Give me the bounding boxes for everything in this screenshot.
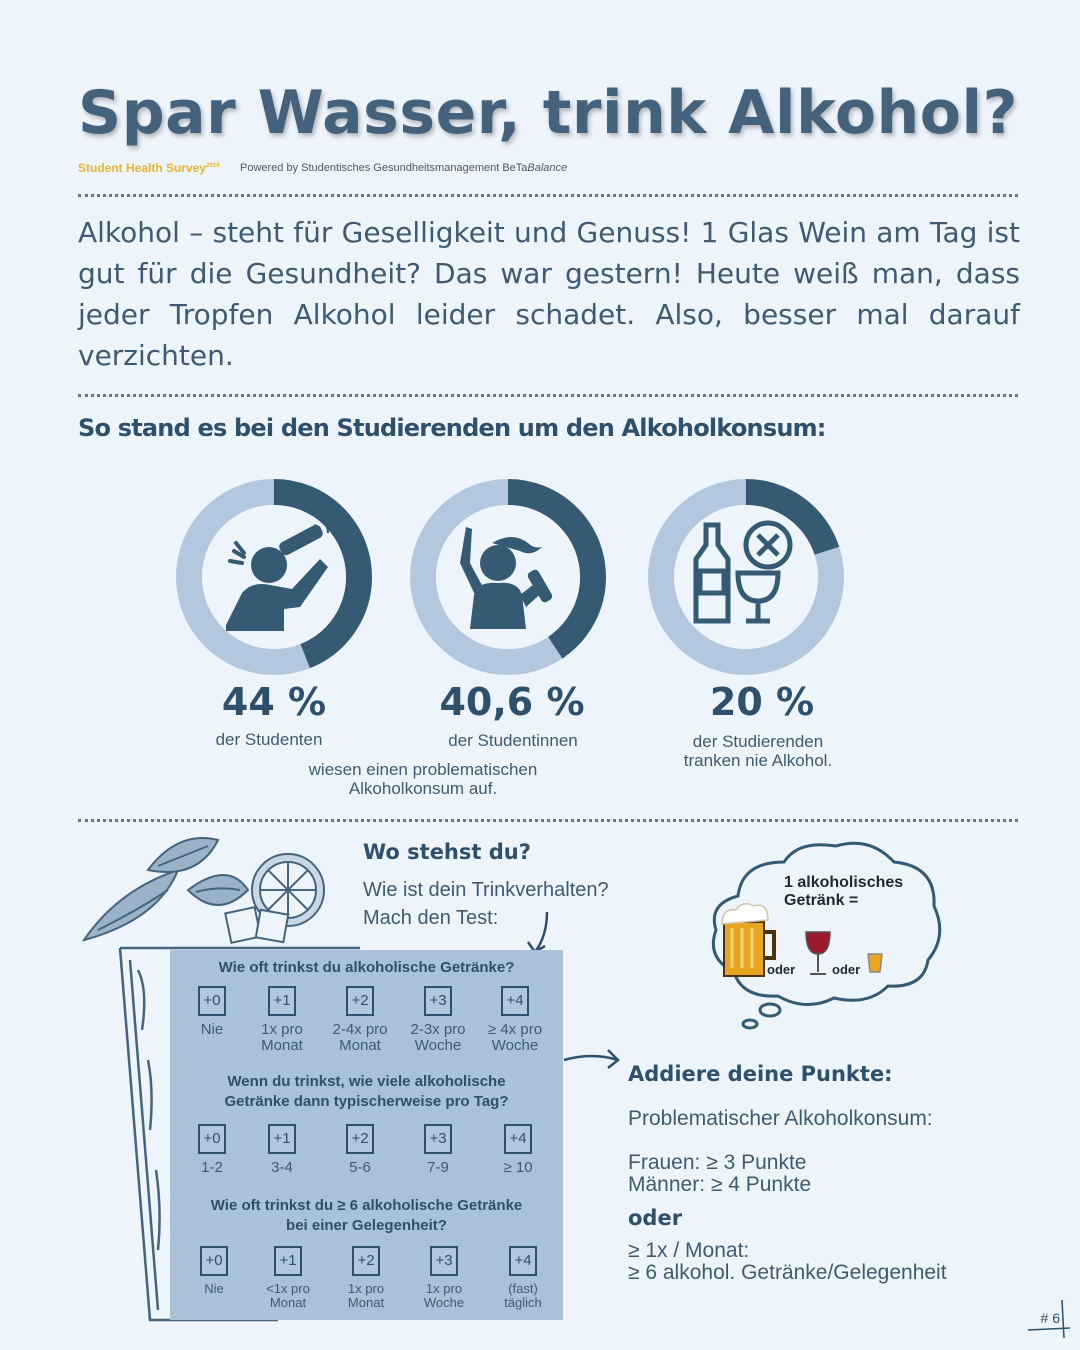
result-problem: Problematischer Alkoholkonsum: [628,1107,933,1130]
quiz-panel [170,950,563,1320]
result-alt-2: ≥ 6 alkohol. Getränke/Gelegenheit [628,1261,947,1284]
option[interactable] [488,1246,558,1310]
option-label [179,1282,249,1296]
result-heading: Addiere deine Punkte: [628,1062,893,1086]
test-line: Wie ist dein Trinkverhalten? [363,879,609,901]
option-text: Woche [491,1037,539,1054]
survey-year: 2024 [206,163,220,169]
test-intro [363,876,609,932]
option[interactable] [179,1246,249,1296]
option-label [403,1022,473,1054]
option-text: 1x pro [425,1281,463,1296]
option[interactable] [331,1246,401,1310]
question [170,1196,563,1236]
page-title: Spar Wasser, trink Alkohol? [78,78,1018,148]
page-number: # 6 [1040,1310,1060,1326]
option-text: Woche [423,1295,465,1310]
question-line: Wie oft trinkst du ≥ 6 alkoholische Getränke [210,1197,523,1214]
option-text: Monat [261,1037,303,1054]
powered-by-brand: Balance [527,162,568,174]
stat-value: 20 % [709,680,815,724]
option[interactable] [247,986,317,1054]
divider [78,819,1018,822]
ice-cube-icon [225,907,288,943]
stat-ring-female-students [408,477,608,677]
option[interactable] [247,1124,317,1176]
page-corner-mark [1026,1298,1072,1340]
points-box[interactable]: +3 [430,1246,458,1276]
option-text: 1x pro [347,1281,385,1296]
option-text: Woche [414,1037,462,1054]
divider [78,394,1018,397]
points-box[interactable]: +3 [424,986,452,1016]
option[interactable] [325,986,395,1054]
option-text: Monat [269,1295,307,1310]
section-heading: So stand es bei den Studierenden um den Alkoholkonsum: [78,414,826,442]
stat-value: 44 % [221,680,327,724]
option-text: (fast) [508,1281,538,1296]
points-box[interactable]: +1 [268,986,296,1016]
option-text: 2-3x pro [410,1021,466,1038]
points-box[interactable]: +4 [501,986,529,1016]
cloud-oder: oder [832,962,861,977]
option-text: Nie [200,1021,224,1038]
arrow-right-icon [562,1044,624,1070]
option-label: ≥ 10 [503,1159,533,1176]
points-box[interactable]: +3 [424,1124,452,1154]
cloud-text [784,874,903,910]
option-text: Monat [339,1037,381,1054]
result-oder: oder [628,1206,683,1230]
option-label: 5-6 [349,1159,371,1176]
points-box[interactable]: +1 [274,1246,302,1276]
option-label: 1-2 [201,1159,223,1176]
result-men: Männer: ≥ 4 Punkte [628,1173,812,1196]
question-line: bei einer Gelegenheit? [286,1217,447,1234]
divider [78,194,1018,197]
option-text: Monat [347,1295,385,1310]
points-box[interactable]: +2 [346,1124,374,1154]
points-box[interactable]: +4 [509,1246,537,1276]
survey-label [78,161,219,175]
option-label [409,1282,479,1310]
result-women: Frauen: ≥ 3 Punkte [628,1151,807,1174]
option[interactable] [483,1124,553,1176]
option-label [247,1022,317,1054]
question: Wie oft trinkst du alkoholische Getränke? [218,959,515,976]
mint-leaves-icon [84,838,248,940]
stat-value: 40,6 % [439,680,585,724]
points-box[interactable]: +0 [200,1246,228,1276]
cloud-oder: oder [767,962,796,977]
points-box[interactable]: +0 [198,986,226,1016]
powered-by-text: Powered by Studentisches Gesundheitsmanagement BeTa [240,162,528,174]
option-label [253,1282,323,1310]
option[interactable] [480,986,550,1054]
points-box[interactable]: +4 [504,1124,532,1154]
question-line: Getränke dann typischerweise pro Tag? [224,1093,509,1110]
test-line: Mach den Test: [363,907,499,929]
option-text: <1x pro [266,1281,310,1296]
question-line: Wenn du trinkst, wie viele alkoholische [227,1073,506,1090]
option[interactable] [403,1124,473,1176]
caption-line: tranken nie Alkohol. [683,751,833,770]
stat-ring-abstinent [646,477,846,677]
option-label [488,1282,558,1310]
stat-ring-students [174,477,374,677]
question [170,1072,563,1112]
result-alt-1: ≥ 1x / Monat: [628,1239,750,1262]
points-box[interactable]: +2 [346,986,374,1016]
stat-caption: der Studenten [215,730,323,749]
thought-cloud [698,836,948,1032]
points-box[interactable]: +1 [268,1124,296,1154]
option[interactable] [403,986,473,1054]
option-label: 3-4 [271,1159,293,1176]
option-text: Nie [204,1281,224,1296]
option[interactable] [409,1246,479,1310]
survey-label-text: Student Health Survey [78,161,207,175]
points-box[interactable]: +0 [198,1124,226,1154]
powered-by [240,162,567,174]
option-text: ≥ 4x pro [487,1021,543,1038]
cloud-line: 1 alkoholisches [784,874,904,891]
option-label [325,1022,395,1054]
shot-glass-icon [868,954,882,972]
shared-caption [280,760,566,798]
option[interactable] [325,1124,395,1176]
option-label: 7-9 [427,1159,449,1176]
option-text: täglich [504,1295,542,1310]
option[interactable] [177,1124,247,1176]
option-label [480,1022,550,1054]
option[interactable] [177,986,247,1038]
stat-caption [658,732,858,770]
cloud-line: Getränk = [784,892,859,909]
option[interactable] [253,1246,323,1310]
option-label [177,1022,247,1038]
option-text: 1x pro [261,1021,303,1038]
caption-line: Alkoholkonsum auf. [348,779,498,798]
option-text: 2-4x pro [332,1021,388,1038]
caption-line: wiesen einen problematischen [308,760,538,779]
points-box[interactable]: +2 [352,1246,380,1276]
caption-line: der Studierenden [692,732,824,751]
intro-text: Alkohol – steht für Geselligkeit und Genuss! 1 Glas Wein am Tag ist gut für die Gesundheit? Das war gestern! Heute weiß man, dass jeder Tropfen Alkohol leider schadet. Also, besser mal darauf verzichten. [78,216,1020,372]
stat-caption: der Studentinnen [448,731,578,750]
test-heading: Wo stehst du? [363,840,531,864]
option-label [331,1282,401,1310]
